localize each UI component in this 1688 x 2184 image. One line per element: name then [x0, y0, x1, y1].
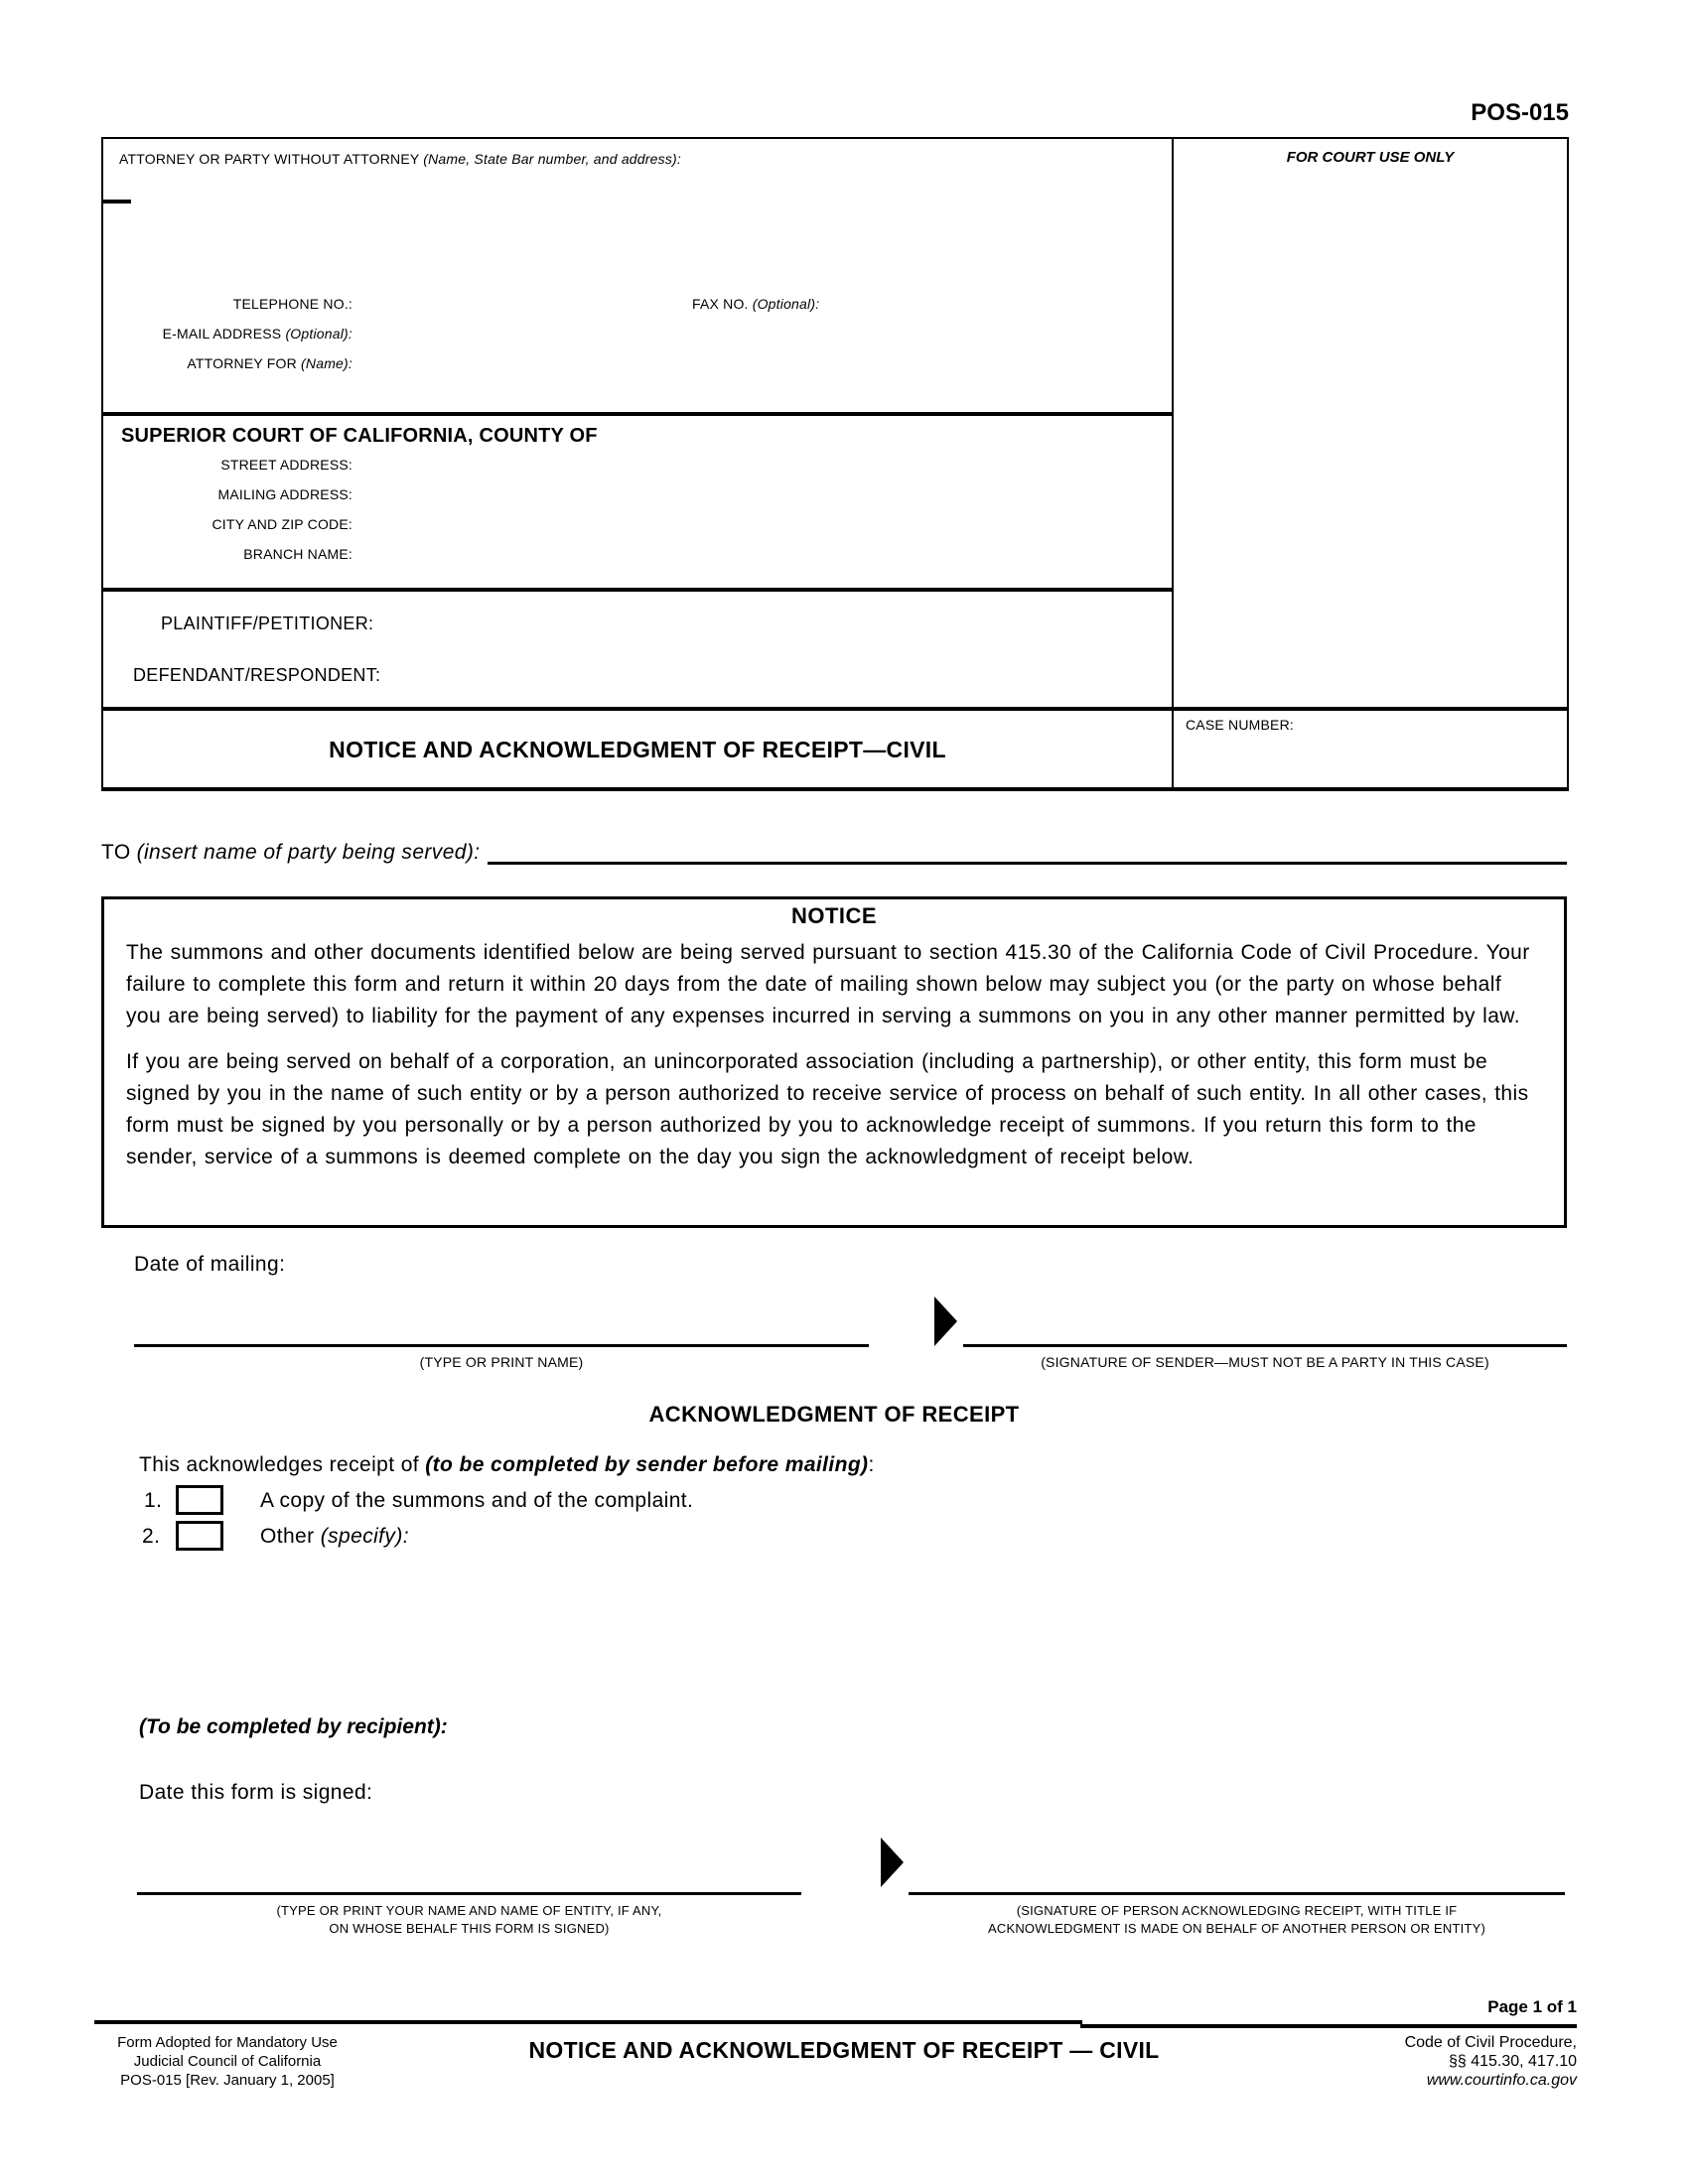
signature-arrow-icon-2	[881, 1838, 904, 1887]
signature-arrow-icon	[934, 1297, 957, 1346]
footer-adopted-block	[97, 2033, 357, 2090]
page-number: Page 1 of 1	[1487, 1997, 1577, 2016]
date-of-mailing-field[interactable]	[417, 1249, 864, 1277]
footer-rule-left	[94, 2020, 1082, 2024]
fax-label-text: FAX NO.	[692, 296, 753, 312]
date-signed-field[interactable]	[477, 1777, 874, 1805]
sender-signature-caption: (SIGNATURE OF SENDER—MUST NOT BE A PARTY IN THIS CASE)	[1041, 1354, 1489, 1370]
court-use-divider	[1172, 139, 1174, 787]
defendant-field[interactable]	[441, 661, 1156, 689]
item2-label	[260, 1525, 409, 1549]
attorney-label-hint: (Name, State Bar number, and address):	[423, 151, 681, 167]
party-served-input-line[interactable]	[488, 836, 1567, 865]
street-address-label: STREET ADDRESS:	[220, 457, 352, 473]
section-divider-party	[103, 588, 1172, 592]
to-label: TO	[101, 841, 131, 864]
item1-label: A copy of the summons and of the complaint.	[260, 1489, 694, 1512]
court-title: SUPERIOR COURT OF CALIFORNIA, COUNTY OF	[121, 425, 598, 447]
attorney-for-label-hint: (Name):	[301, 355, 352, 371]
date-of-mailing-label: Date of mailing:	[134, 1253, 286, 1276]
section-divider-title	[103, 707, 1567, 711]
caption-box	[101, 137, 1569, 791]
recipient-heading: (To be completed by recipient):	[139, 1715, 448, 1738]
acknowledgment-intro-text: This acknowledges receipt of	[139, 1453, 426, 1476]
attorney-label	[119, 151, 681, 167]
notice-box	[101, 896, 1567, 1228]
footer-adopted-line3: POS-015 [Rev. January 1, 2005]	[120, 2072, 335, 2089]
item2-label-hint: (specify):	[320, 1525, 409, 1548]
fax-label	[692, 296, 819, 312]
footer-code-line2: §§ 415.30, 417.10	[1448, 2053, 1577, 2070]
county-field[interactable]	[798, 425, 1166, 451]
city-zip-field[interactable]	[356, 512, 952, 536]
telephone-label: TELEPHONE NO.:	[232, 296, 352, 312]
attorney-for-label-text: ATTORNEY FOR	[187, 355, 302, 371]
notice-paragraph-1: The summons and other documents identified below are being served pursuant to section 415.30 of the California Code of Civil Procedure. Your failure to complete this form and return it within 20 days from the date of mailing shown below may subject you (or the party on whose behalf you are being served) to liability for the payment of any expenses incurred in serving a summons on you in any other manner permitted by law.	[126, 941, 1530, 1027]
fax-label-hint: (Optional):	[752, 296, 820, 312]
sender-name-line[interactable]	[134, 1320, 869, 1347]
item1-number: 1.	[144, 1489, 163, 1512]
email-label	[103, 326, 352, 341]
acknowledgment-intro-colon: :	[868, 1453, 875, 1476]
fax-field[interactable]	[858, 292, 1156, 316]
footer-adopted-line2: Judicial Council of California	[133, 2053, 322, 2070]
recipient-name-caption	[137, 1902, 801, 1938]
case-number-field[interactable]	[1186, 739, 1553, 783]
item2-number: 2.	[142, 1525, 161, 1548]
other-specify-field[interactable]	[260, 1559, 1561, 1698]
telephone-field[interactable]	[356, 292, 684, 316]
footer-title: NOTICE AND ACKNOWLEDGMENT OF RECEIPT — CIVIL	[528, 2037, 1160, 2063]
recipient-name-caption-line2: ON WHOSE BEHALF THIS FORM IS SIGNED)	[329, 1921, 610, 1936]
footer-adopted-line1: Form Adopted for Mandatory Use	[117, 2034, 338, 2051]
recipient-signature-caption-line1: (SIGNATURE OF PERSON ACKNOWLEDGING RECEIPT, WITH TITLE IF	[1016, 1903, 1458, 1918]
footer-code-line1: Code of Civil Procedure,	[1404, 2034, 1577, 2051]
attorney-info-field[interactable]	[119, 179, 1152, 288]
section-divider-court	[103, 412, 1172, 416]
attorney-for-field[interactable]	[356, 351, 853, 375]
to-hint: (insert name of party being served):	[136, 841, 481, 864]
sender-name-caption: (TYPE OR PRINT NAME)	[419, 1354, 584, 1370]
mailing-address-label: MAILING ADDRESS:	[217, 486, 352, 502]
recipient-name-caption-line1: (TYPE OR PRINT YOUR NAME AND NAME OF ENTITY, IF ANY,	[276, 1903, 662, 1918]
footer-rule-right	[1080, 2024, 1577, 2028]
attorney-label-text: ATTORNEY OR PARTY WITHOUT ATTORNEY	[119, 151, 424, 167]
recipient-signature-caption	[909, 1902, 1565, 1938]
email-label-text: E-MAIL ADDRESS	[162, 326, 286, 341]
plaintiff-label: PLAINTIFF/PETITIONER:	[161, 614, 374, 633]
summons-complaint-checkbox[interactable]	[176, 1485, 223, 1515]
acknowledgment-heading: ACKNOWLEDGMENT OF RECEIPT	[648, 1402, 1020, 1427]
city-zip-label: CITY AND ZIP CODE:	[211, 516, 352, 532]
notice-heading: NOTICE	[790, 903, 878, 928]
recipient-name-line[interactable]	[137, 1866, 801, 1895]
recipient-signature-caption-line2: ACKNOWLEDGMENT IS MADE ON BEHALF OF ANOTHER PERSON OR ENTITY)	[988, 1921, 1485, 1936]
form-code: POS-015	[1471, 99, 1569, 126]
branch-name-field[interactable]	[356, 542, 952, 566]
case-number-label: CASE NUMBER:	[1186, 717, 1294, 733]
sender-signature-line[interactable]	[963, 1320, 1567, 1347]
mailing-address-field[interactable]	[356, 482, 952, 506]
acknowledgment-intro-emphasis: (to be completed by sender before mailing)	[425, 1453, 869, 1476]
recipient-signature-line[interactable]	[909, 1866, 1565, 1895]
item2-label-text: Other	[260, 1525, 321, 1548]
to-line	[101, 836, 1567, 865]
email-label-hint: (Optional):	[285, 326, 352, 341]
other-checkbox[interactable]	[176, 1521, 223, 1551]
plaintiff-field[interactable]	[441, 610, 1156, 637]
court-use-label: FOR COURT USE ONLY	[1286, 149, 1455, 166]
footer-website: www.courtinfo.ca.gov	[1426, 2072, 1577, 2089]
attorney-for-label	[103, 355, 352, 371]
date-signed-label: Date this form is signed:	[139, 1781, 373, 1804]
street-address-field[interactable]	[356, 453, 952, 477]
defendant-label: DEFENDANT/RESPONDENT:	[133, 665, 381, 685]
form-title: NOTICE AND ACKNOWLEDGMENT OF RECEIPT—CIVIL	[329, 737, 946, 762]
email-field[interactable]	[356, 322, 853, 345]
footer-code-block	[1192, 2033, 1577, 2090]
notice-paragraph-2: If you are being served on behalf of a corporation, an unincorporated association (including a partnership), or other entity, this form must be signed by you in the name of such entity or by a person authorized to receive service of process on behalf of such entity. In all other cases, this form must be signed by you personally or by a person authorized by you to acknowledge receipt of summons. If you return this form to the sender, service of a summons is deemed complete on the day you sign the acknowledgment of receipt below.	[126, 1050, 1529, 1168]
acknowledgment-intro	[139, 1453, 875, 1477]
branch-name-label: BRANCH NAME:	[243, 546, 352, 562]
